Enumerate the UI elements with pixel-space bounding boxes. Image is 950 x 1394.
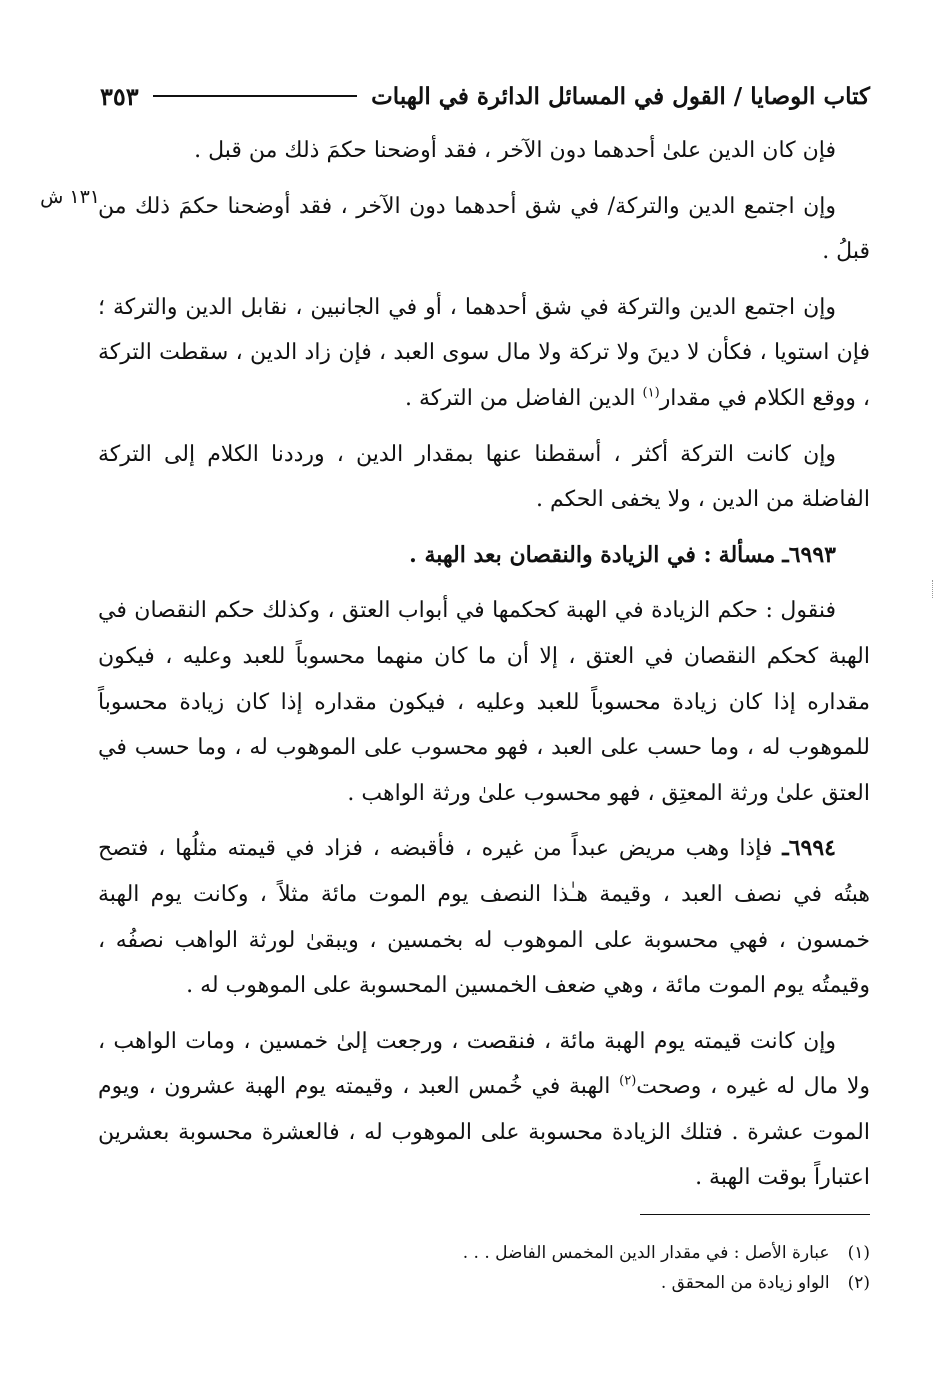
paragraph-2: وإن اجتمع الدين والتركة/ في شق أحدهما دون الآخر ، فقد أوضحنا حكمَ ذلك من قبلُ .	[98, 193, 870, 265]
footnote-2	[98, 1268, 870, 1298]
paragraph-7-tail: الهبة في خُمس العبد ، وقيمته يوم الهبة عشرون ، ويوم الموت عشرة . فتلك الزيادة محسوبة على الموهوب له ، فالعشرة محسوبة بعشرين اعتباراً بوقت الهبة .	[98, 1074, 870, 1191]
scan-artifact-mark	[924, 580, 933, 598]
running-header	[100, 76, 870, 116]
footnote-1-number: (١)	[847, 1243, 870, 1263]
paragraph-3-tail: الدين الفاضل من التركة .	[404, 385, 636, 411]
section-heading-6993	[98, 533, 870, 579]
margin-folio-note: ١٣١ ش	[40, 186, 100, 208]
header-title: كتاب الوصايا / القول في المسائل الدائرة في الهبات	[371, 82, 870, 110]
footnotes	[98, 1238, 870, 1298]
paragraph-7-text: وإن كانت قيمته يوم الهبة مائة ، فنقصت ، ورجعت إلىٰ خمسين ، ومات الواهب ، ولا مال له غيره ، وصحت	[98, 1028, 870, 1100]
paragraph-6994	[98, 826, 870, 1008]
paragraph-3	[98, 285, 870, 422]
heading-6993-label: مسألة	[718, 541, 776, 568]
paragraph-7	[98, 1019, 870, 1201]
footnote-1	[98, 1238, 870, 1268]
header-rule	[153, 95, 357, 97]
footnote-ref-2[interactable]: (٢)	[619, 1073, 637, 1089]
footnote-separator	[640, 1214, 870, 1215]
footnote-2-number: (٢)	[847, 1273, 870, 1293]
paragraph-5: فنقول : حكم الزيادة في الهبة كحكمها في أبواب العتق ، وكذلك حكم النقصان في الهبة كحكم النقصان في العتق ، إلا أن ما كان منهما محسوباً للعبد وعليه ، فيكون مقداره إذا كان زيادة محسوباً للعبد وعليه ، فيكون مقداره إذا كان زيادة محسوباً للموهوب له ، وما حسب على العبد ، فهو محسوب على الموهوب له ، وما حسب في العتق علىٰ ورثة المعتِق ، فهو محسوب علىٰ ورثة الواهب .	[98, 598, 870, 806]
paragraph-3-text: وإن اجتمع الدين والتركة في شق أحدهما ، أو في الجانبين ، نقابل الدين والتركة ؛ فإن استويا ، فكأن لا دينَ ولا تركة ولا مال سوى العبد ، فإن زاد الدين ، سقطت التركة ، ووقع الكلام في مقدار	[98, 294, 870, 411]
footnote-ref-1[interactable]: (١)	[642, 385, 660, 401]
paragraph-1: فإن كان الدين علىٰ أحدهما دون الآخر ، فقد أوضحنا حكمَ ذلك من قبل .	[194, 138, 836, 163]
footnote-1-text: عبارة الأصل : في مقدار الدين المخمس الفاضل . . .	[462, 1243, 830, 1263]
heading-6993-number: ٦٩٩٣ـ	[782, 541, 836, 568]
paragraph-6994-text: فإذا وهب مريض عبداً من غيره ، فأقبضه ، فزاد في قيمته مثلُها ، فتصح هبتُه في نصف العبد ، وقيمة هـٰذا النصف يوم الموت مائة مثلاً ، وكانت يوم الهبة خمسون ، فهي محسوبة على الموهوب له بخمسين ، ويبقىٰ لورثة الواهب نصفُه ، وقيمتُه يوم الموت مائة ، وهي ضعف الخمسين المحسوبة على الموهوب له .	[98, 836, 870, 999]
heading-6993-title: : في الزيادة والنقصان بعد الهبة .	[409, 541, 712, 568]
page-number: ٣٥٣	[100, 81, 139, 111]
heading-6994-number: ٦٩٩٤ـ	[782, 835, 836, 862]
footnote-2-text: الواو زيادة من المحقق .	[660, 1273, 830, 1293]
main-text	[98, 128, 870, 1211]
paragraph-4: وإن كانت التركة أكثر ، أسقطنا عنها بمقدار الدين ، ورددنا الكلام إلى التركة الفاضلة من الدين ، ولا يخفى الحكم .	[98, 441, 870, 513]
